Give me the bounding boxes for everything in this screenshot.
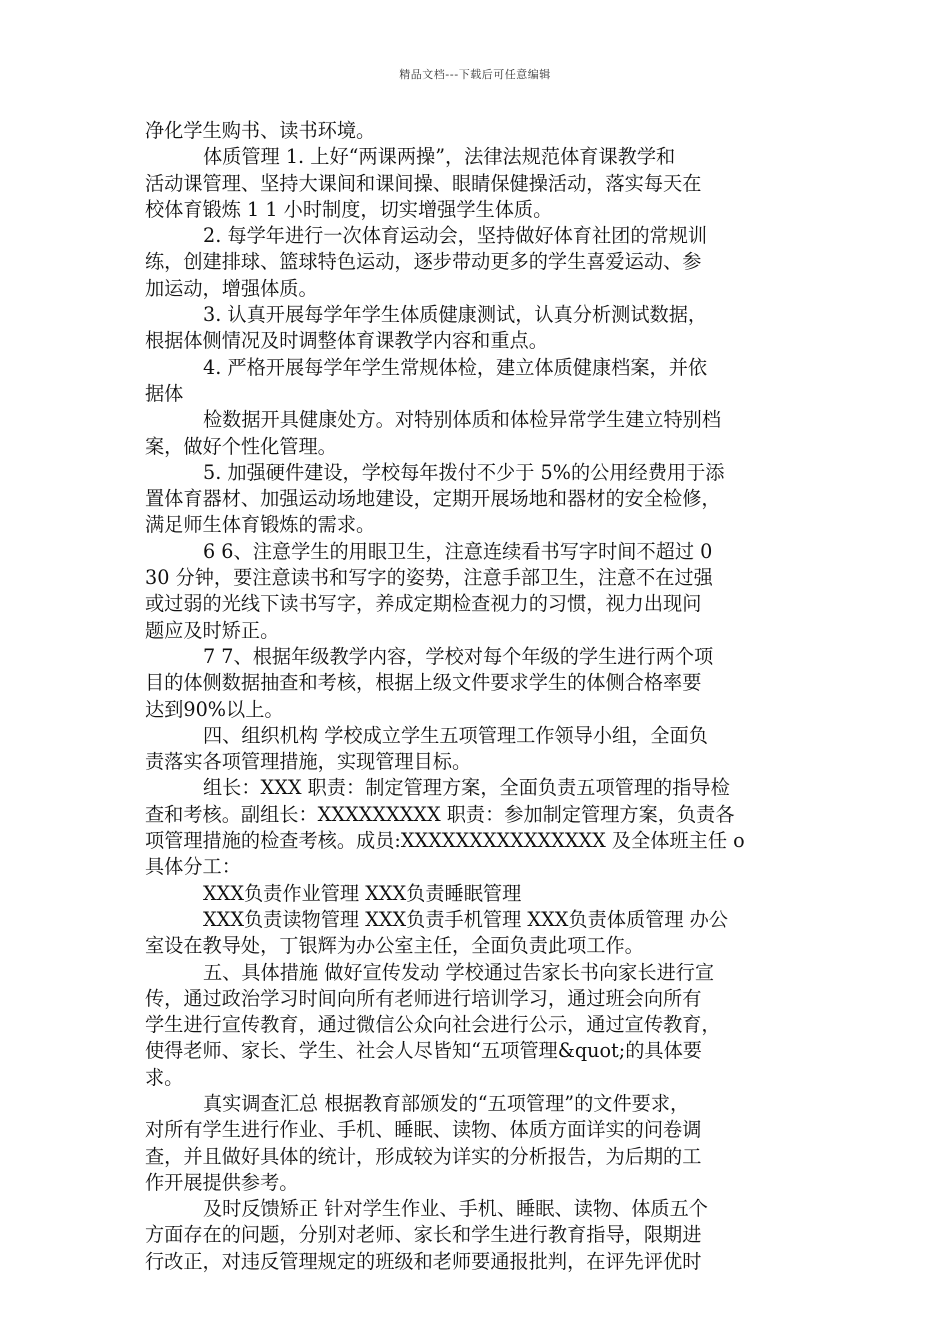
text-line: 净化学生购书、读书环境。 [145,119,376,142]
text-line: 满足师生体育锻炼的需求。 [145,513,376,537]
text-line: 方面存在的问题，分别对老师、家长和学生进行教育指导，限期进 [145,1223,702,1247]
text-line: 项管理措施的检查考核。成员:XXXXXXXXXXXXXXX 及全体班主任 o [145,829,745,853]
text-line: 根据体侧情况及时调整体育课教学内容和重点。 [145,329,548,353]
text-line: 四、组织机构 学校成立学生五项管理工作领导小组，全面负 [203,723,708,747]
text-line: 检数据开具健康处方。对特别体质和体检异常学生建立特别档 [203,408,722,432]
text-line: 据体 [145,381,184,405]
text-line: 目的体侧数据抽查和考核，根据上级文件要求学生的体侧合格率要 [145,671,702,695]
text-line: 30 分钟，要注意读书和写字的姿势，注意手部卫生，注意不在过强 [145,566,713,590]
text-line: 2. 每学年进行一次体育运动会，坚持做好体育社团的常规训 [203,224,708,248]
text-line: 查，并且做好具体的统计，形成较为详实的分析报告，为后期的工 [145,1144,702,1168]
text-line: 加运动，增强体质。 [145,276,318,300]
text-line: 行改正，对违反管理规定的班级和老师要通报批判，在评先评优时 [145,1249,702,1273]
text-line: 传，通过政治学习时间向所有老师进行培训学习，通过班会向所有 [145,986,702,1010]
text-line: 案，做好个性化管理。 [145,434,337,458]
text-line: 5. 加强硬件建设，学校每年拨付不少于 5%的公用经费用于添 [203,460,725,484]
text-line: 校体育锻炼 1 1 小时制度，切实增强学生体质。 [145,197,553,221]
text-line: 五、具体措施 做好宣传发动 学校通过告家长书向家长进行宣 [203,960,715,984]
text-line: 或过弱的光线下读书写字，养成定期检查视力的习惯，视力出现问 [145,592,702,616]
text-line: 活动课管理、坚持大课间和课间操、眼睛保健操活动，落实每天在 [145,171,702,195]
text-line: 作开展提供参考。 [145,1170,299,1194]
text-line: 查和考核。副组长：XXXXXXXXX 职责：参加制定管理方案，负责各 [145,802,735,826]
text-line: 体质管理 1. 上好“两课两操”，法律法规范体育课教学和 [203,145,676,169]
text-line: 学生进行宣传教育，通过微信公众向社会进行公示，通过宣传教育， [145,1013,721,1037]
text-line: 责落实各项管理措施，实现管理目标。 [145,750,472,774]
text-line: 及时反馈矫正 针对学生作业、手机、睡眠、读物、体质五个 [203,1197,708,1221]
text-line: XXX负责读物管理 XXX负责手机管理 XXX负责体质管理 办公 [203,907,728,931]
text-line: 置体育器材、加强运动场地建设，定期开展场地和器材的安全检修， [145,487,721,511]
text-line: XXX负责作业管理 XXX负责睡眠管理 [203,881,522,905]
text-line: 真实调查汇总 根据教育部颁发的“五项管理”的文件要求， [203,1091,690,1115]
text-line: 3. 认真开展每学年学生体质健康测试，认真分析测试数据， [203,303,708,327]
text-line: 4. 严格开展每学年学生常规体检，建立体质健康档案，并依 [203,355,708,379]
text-line: 达到90%以上。 [145,697,284,721]
text-line: 题应及时矫正。 [145,618,280,642]
page-header: 精品文档---下载后可任意编辑 [399,68,551,81]
text-line: 具体分工： [145,855,241,879]
text-line: 7 7、根据年级教学内容，学校对每个年级的学生进行两个项 [203,644,714,668]
text-line: 使得老师、家长、学生、社会人尽皆知“五项管理&quot;的具体要 [145,1039,702,1063]
text-line: 求。 [145,1065,184,1089]
text-line: 对所有学生进行作业、手机、睡眠、读物、体质方面详实的问卷调 [145,1118,702,1142]
text-line: 组长：XXX 职责：制定管理方案，全面负责五项管理的指导检 [203,776,730,800]
text-line: 练，创建排球、篮球特色运动，逐步带动更多的学生喜爱运动、参 [145,250,702,274]
text-line: 6 6、注意学生的用眼卫生，注意连续看书写字时间不超过 0 [203,539,713,563]
text-line: 室设在教导处，丁银辉为办公室主任，全面负责此项工作。 [145,934,644,958]
document-body [145,118,815,1275]
